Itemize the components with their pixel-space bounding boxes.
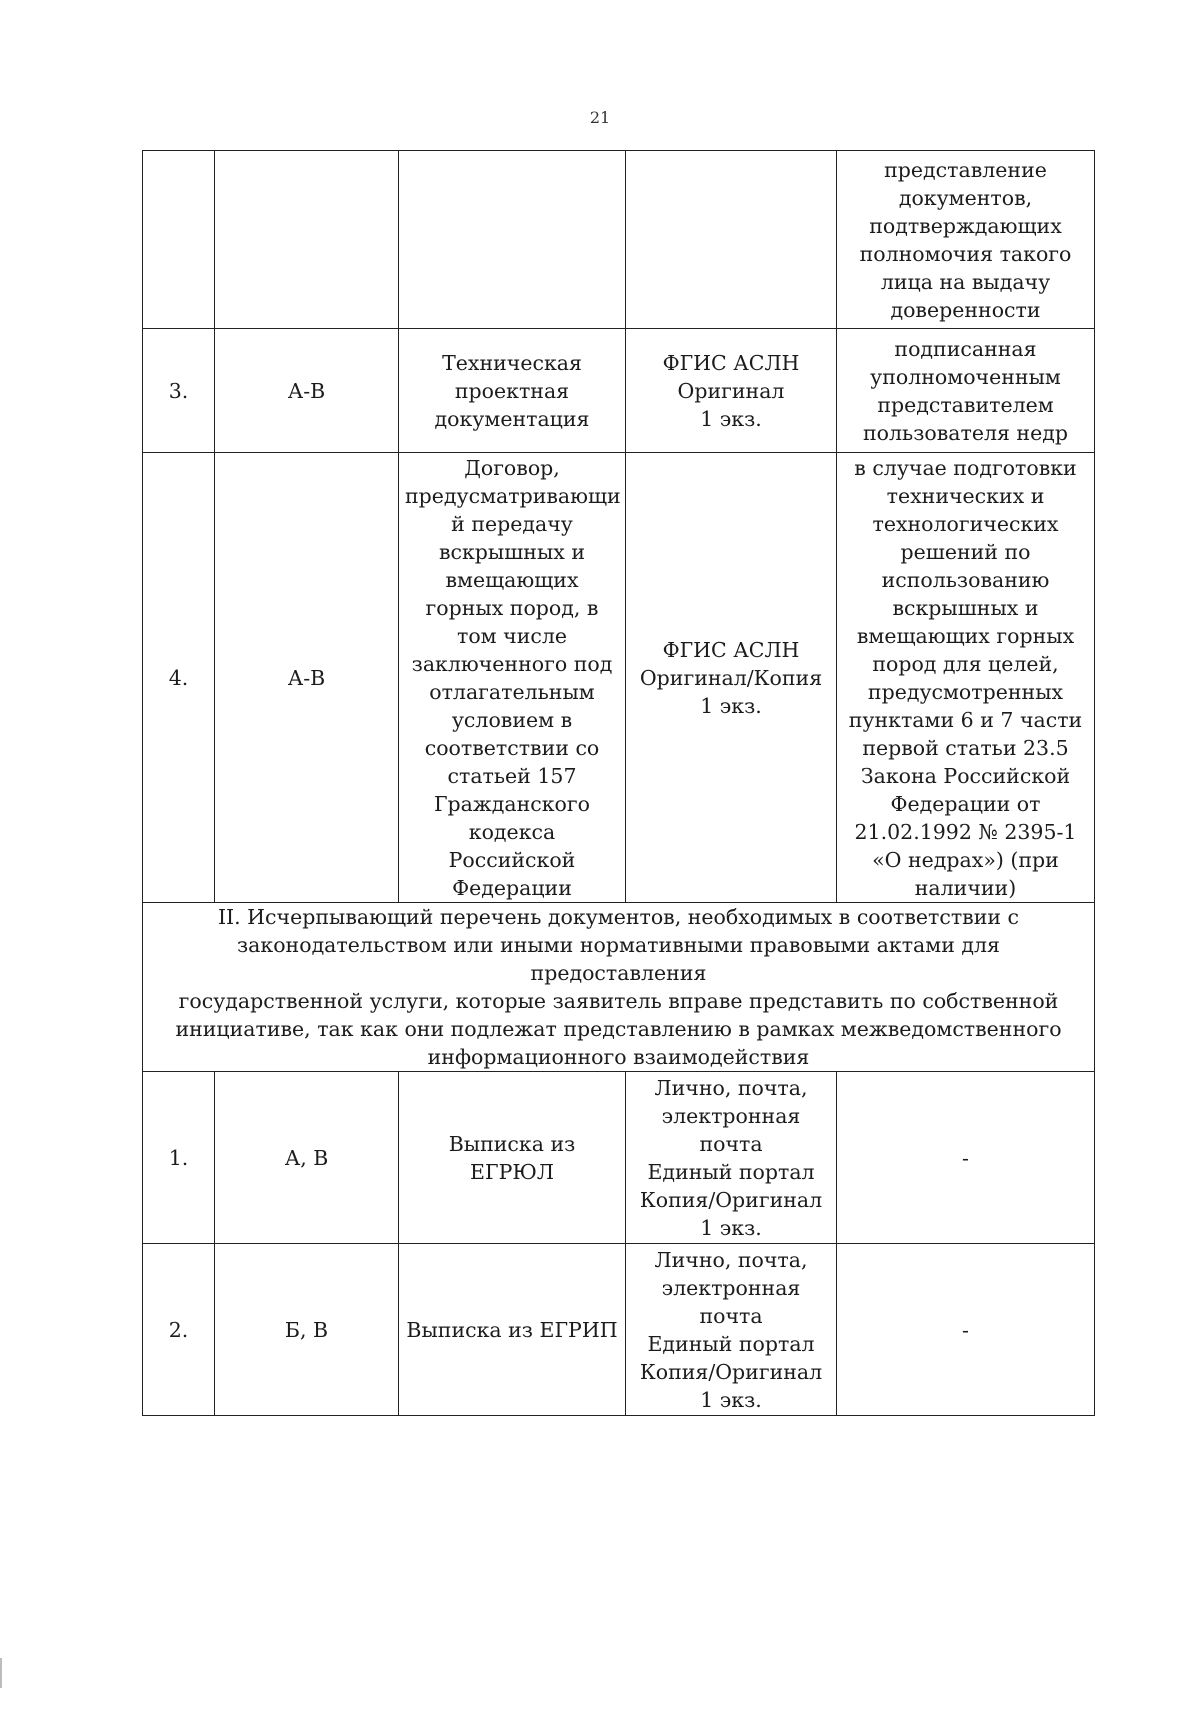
table-row [143,453,1095,903]
delivery-method-cell [626,151,837,329]
requirements-cell: подписанная уполномоченным представителем пользователя недр [837,329,1095,453]
applicant-category-cell: А, В [215,1072,399,1244]
table-row [143,151,1095,329]
delivery-method-cell: Лично, почта, электронная почта Единый портал Копия/Оригинал 1 экз. [626,1244,837,1416]
page-number: 21 [589,108,611,127]
applicant-category-cell [215,151,399,329]
row-number-cell [143,151,215,329]
table-row [143,329,1095,453]
document-name-cell [399,151,626,329]
document-name-cell: Техническая проектная документация [399,329,626,453]
row-number-cell: 2. [143,1244,215,1416]
table-row [143,1244,1095,1416]
section-title: II. Исчерпывающий перечень документов, необходимых в соответствии с законодательством или иными нормативными правовыми актами для предоставления государственной услуги, которые заявитель вправе представить по собственной инициативе, так как они подлежат представлению в рамках межведомственного информационного взаимодействия [143,903,1095,1072]
delivery-method-cell: ФГИС АСЛН Оригинал 1 экз. [626,329,837,453]
documents-table [142,150,1095,1416]
requirements-cell: - [837,1244,1095,1416]
table-row [143,1072,1095,1244]
document-name-cell: Выписка из ЕГРИП [399,1244,626,1416]
delivery-method-cell: ФГИС АСЛН Оригинал/Копия 1 экз. [626,453,837,903]
requirements-cell: представление документов, подтверждающих полномочия такого лица на выдачу доверенности [837,151,1095,329]
document-name-cell: Выписка из ЕГРЮЛ [399,1072,626,1244]
applicant-category-cell: А-В [215,329,399,453]
row-number-cell: 3. [143,329,215,453]
row-number-cell: 1. [143,1072,215,1244]
requirements-cell: в случае подготовки технических и технологических решений по использованию вскрышных и вмещающих горных пород для целей, предусмотренных пунктами 6 и 7 части первой статьи 23.5 Закона Российской Федерации от 21.02.1992 № 2395-1 «О недрах») (при наличии) [837,453,1095,903]
applicant-category-cell: Б, В [215,1244,399,1416]
applicant-category-cell: А-В [215,453,399,903]
section-header-row [143,903,1095,1072]
row-number-cell: 4. [143,453,215,903]
delivery-method-cell: Лично, почта, электронная почта Единый портал Копия/Оригинал 1 экз. [626,1072,837,1244]
scan-edge-mark [0,1658,2,1688]
requirements-cell: - [837,1072,1095,1244]
document-name-cell: Договор, предусматривающи й передачу вскрышных и вмещающих горных пород, в том числе заключенного под отлагательным условием в соответствии со статьей 157 Гражданского кодекса Российской Федерации [399,453,626,903]
